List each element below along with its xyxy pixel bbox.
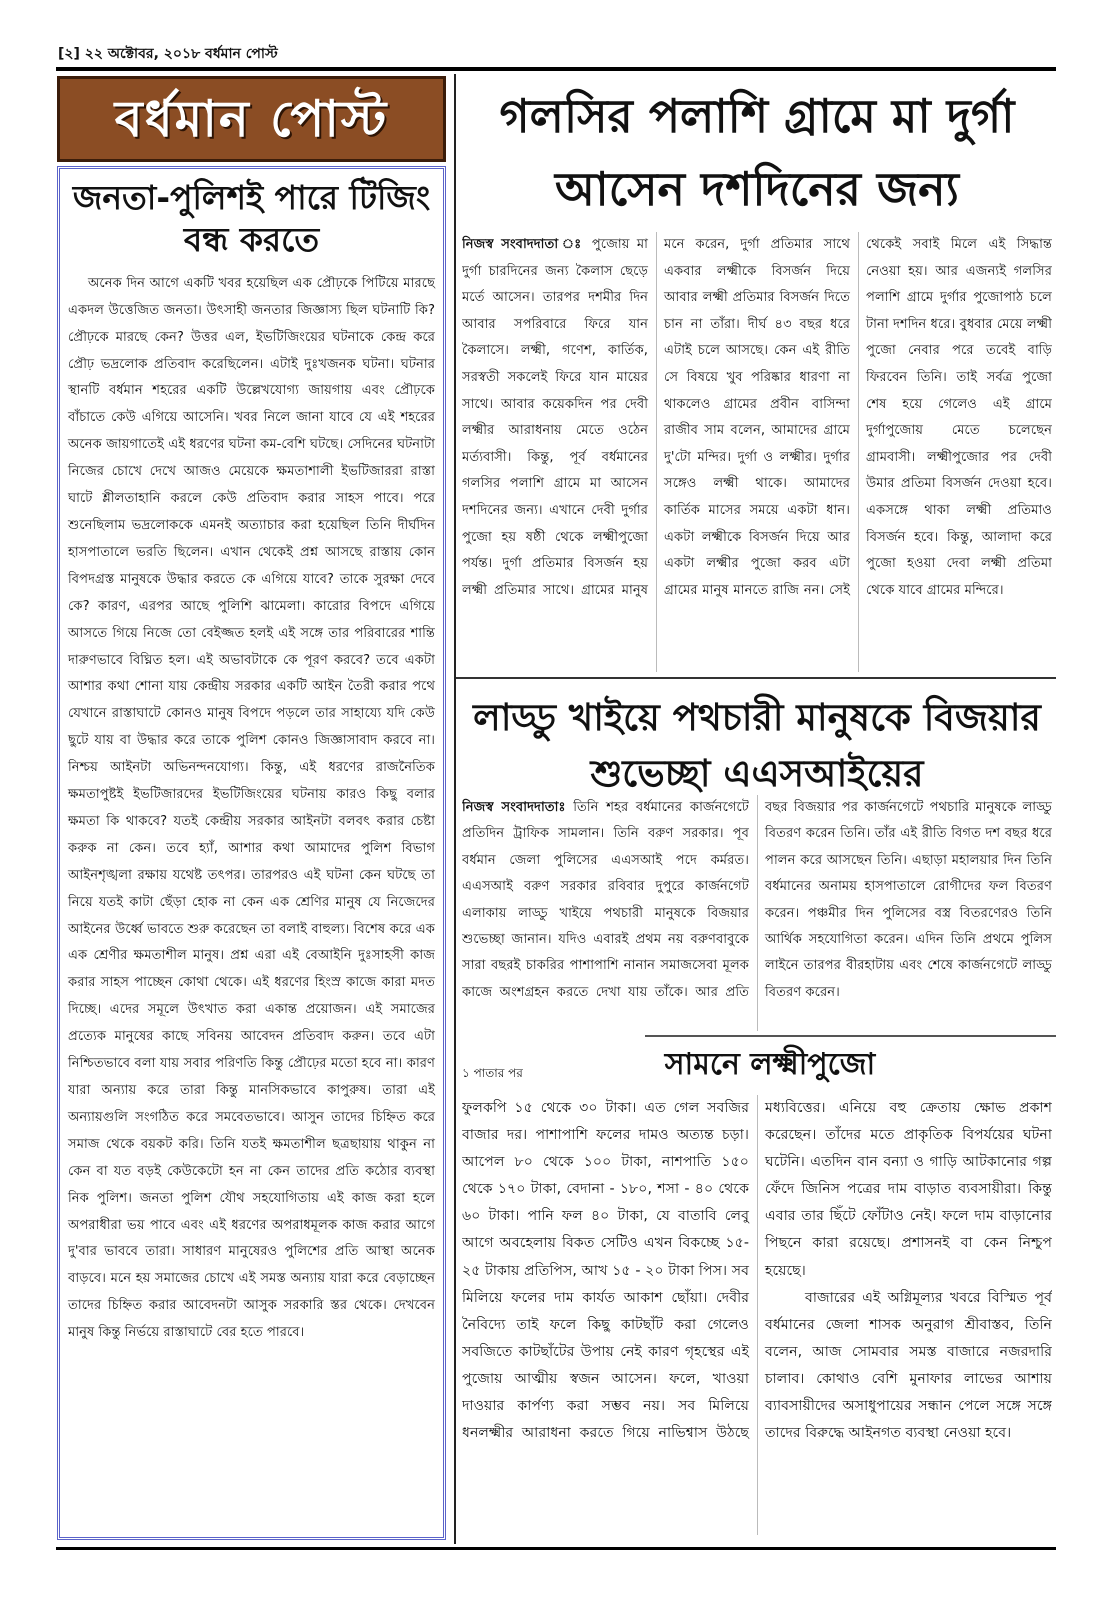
third-article-para1: ফুলকপি ১৫ থেকে ৩০ টাকা। এত গেল সবজির বাজার দর। পাশাপাশি ফলের দামও অত্যন্ত চড়া। আপেল ৮০ থেকে ১০০ টাকা, নাশপাতি ১৫০ থেকে ১৭০ টাকা, বেদানা - ১৮০, শসা - ৪০ থেকে ৬০ টাকা। পানি ফল ৪০ টাকা, যে বাতাবি লেবু আগে অবহেলায় বিকত সেটিও এখন বিকচ্ছে ১৫- ২৫ টাকায় প্রতিপিস, আখ ১৫ - ২০ টাকা পিস। সব মিলিয়ে ফলের দাম কার্যত আকাশ ছোঁয়া। দেবীর নৈবিদ্যে তাই ফলে কিছু কাটছাঁট করা গেলেও সবজিতে কাটছাঁটের উপায় নেই কারণ গৃহস্থের এই পুজোয় আত্মীয় স্বজন আসেন। ফলে, খাওয়া দাওয়ার কার্পণ্য করা সম্ভব নয়। সব মিলিয়ে ধনলক্ষ্মীর আরাধনা করতে গিয়ে নাভিশ্বাস উঠছে মধ্যবিত্তের। এনিয়ে বহু ক্রেতায় ক্ষোভ প্রকাশ করেছেন। তাঁদের মতে প্রাকৃতিক বিপর্যয়ের ঘটনা ঘটেনি। এতদিন বান বন্যা ও গাড়ি আটকানোর গল্প ফেঁদে জিনিস পত্রের দাম বাড়াত ব্যবসায়ীরা। কিন্তু এবার তার ছিঁটে ফোঁটাও নেই। ফলে দাম বাড়ানোর পিছনে কারা রয়েছে। প্রশাসনই বা কেন নিশ্চুপ হয়েছে। xyxy=(462,1100,1052,1442)
left-article xyxy=(57,166,446,1540)
third-article-columns xyxy=(462,1095,1052,1535)
left-article-body: অনেক দিন আগে একটি খবর হয়েছিল এক প্রৌঢ়কে পিটিয়ে মারছে একদল উত্তেজিত জনতা। উৎসাহী জনতার জিজ্ঞাস্য ছিল ঘটনাটি কি? প্রৌঢ়কে মারছে কেন? উত্তর এল, ইভটিজিংয়ের ঘটনাকে কেন্দ্র করে প্রৌঢ় ভদ্রলোক প্রতিবাদ করেছিলেন। এটাই দুঃখজনক ঘটনা। ঘটনার স্থানটি বর্ধমান শহরের একটি উল্লেখযোগ্য জায়গায় এবং প্রৌঢ়কে বাঁচাতে কেউ এগিয়ে আসেনি। খবর নিলে জানা যাবে যে এই শহরের অনেক জায়গাতেই এই ধরণের ঘটনা কম-বেশি ঘটছে। সেদিনের ঘটনাটা নিজের চোখে দেখে আজও মেয়েকে ক্ষমতাশালী ইভটিজাররা রাস্তা ঘাটে শ্লীলতাহানি করলে কেউ প্রতিবাদ করার সাহস পাবে। পরে শুনেছিলাম ভদ্রলোককে এমনই অত্যাচার করা হয়েছিল তিনি দীর্ঘদিন হাসপাতালে ভরতি ছিলেন। এখান থেকেই প্রশ্ন আসছে রাস্তায় কোন বিপদগ্রস্ত মানুষকে উদ্ধার করতে কে এগিয়ে যাবে? তাকে সুরক্ষা দেবে কে? কারণ, এরপর আছে পুলিশি ঝামেলা। কারোর বিপদে এগিয়ে আসতে গিয়ে নিজে তো বেইজ্জত হলই এই সঙ্গে তার পরিবারের শান্তি দারুণভাবে বিঘ্নিত হল। এই অভাবটাকে কে পূরণ করবে? তবে একটা আশার কথা শোনা যায় কেন্দ্রীয় সরকার একটি আইন তৈরী করার পথে যেখানে রাস্তাঘাটে কোনও মানুষ বিপদে পড়লে তার সাহায্যে যদি কেউ ছুটে যায় বা উদ্ধার করে তাকে পুলিশ কোনও জিজ্ঞাসাবাদ করবে না। নিশ্চয় আইনটা অভিনন্দনযোগ্য। কিন্তু, এই ধরণের রাজনৈতিক ক্ষমতাপুষ্টই ইভটিজারদের ইভটিজিংয়ের ঘটনায় কারও কিছু বলার ক্ষমতা কি থাকবে? যতই কেন্দ্রীয় সরকার আইনটা বলবৎ করার চেষ্টা করুক না কেন। তবে হ্যাঁ, আশার কথা আমাদের পুলিশ বিভাগ আইনশৃঙ্খলা রক্ষায় যথেষ্ট তৎপর। তারপরও এই ঘটনা কেন ঘটছে তা নিয়ে যতই কাটা ছেঁড়া হোক না কেন এক শ্রেণির মানুষ যে নিজেদের আইনের উর্ধ্বে ভাবতে শুরু করেছেন তা বলাই বাহুল্য। বিশেষ করে এক এক শ্রেণীর ক্ষমতাশীল মানুষ। প্রশ্ন এরা এই বেআইনি দুঃসাহসী কাজ করার সাহস পাচ্ছেন কোথা থেকে। এই ধরণের হিংস্র কাজে কারা মদত দিচ্ছে। এদের সমূলে উৎখাত করা একান্ত প্রয়োজন। এই সমাজের প্রত্যেক মানুষের কাছে সবিনয় আবেদন প্রতিবাদ করুন। তবে এটা নিশ্চিতভাবে বলা যায় সবার পরিণতি কিন্তু প্রৌঢ়ের মতো হবে না। কারণ যারা অন্যায় করে তারা কিন্তু মানসিকভাবে কাপুরুষ। তারা এই অন্যায়গুলি সংগঠিত করে সমবেতভাবে। আসুন তাদের চিহ্নিত করে সমাজ থেকে বয়কট করি। তিনি যতই ক্ষমতাশীল ছত্রছায়ায় থাকুন না কেন বা যত বড়ই কেউকেটো হন না কেন তাদের প্রতি কঠোর ব্যবস্থা নিক পুলিশ। জনতা পুলিশ যৌথ সহযোগিতায় এই কাজ করা হলে অপরাধীরা ভয় পাবে এবং এই ধরণের অপরাধমূলক কাজ করার আগে দু'বার ভাববে তারা। সাধারণ মানুষেরও পুলিশের প্রতি আস্থা অনেক বাড়বে। মনে হয় সমাজের চোখে এই সমস্ত অন্যায় যারা করে বেড়াচ্ছেন তাদের চিহ্নিত করার আবেদনটা আসুক সরকারি স্তর থেকে। দেখবেন মানুষ কিন্তু নির্ভয়ে রাস্তাঘাটে বের হতে পারবে। xyxy=(68,275,435,1341)
masthead xyxy=(57,76,446,162)
section-divider xyxy=(456,677,1056,679)
second-article-columns xyxy=(462,795,1052,1031)
main-article-header xyxy=(462,80,1052,226)
column-divider xyxy=(454,74,456,1544)
second-article-byline: নিজস্ব সংবাদদাতাঃ xyxy=(462,800,566,815)
third-article-para2: বাজারের এই অগ্নিমূল্যর খবরে বিস্মিত পূর্ব বর্ধমানের জেলা শাসক অনুরাগ শ্রীবাস্তব, তিনি বলেন, আজ সোমবার সমস্ত বাজারে নজরদারি চালাব। কোথাও বেশি মুনাফার লাভের আশায় ব্যাবসায়ীদের অসাধুপায়ের সন্ধান পেলে সঙ্গে সঙ্গে তাদের বিরুদ্ধে আইনগত ব্যবস্থা নেওয়া হবে। xyxy=(765,1289,1052,1442)
main-article-byline: নিজস্ব সংবাদদাতা ঃ xyxy=(462,237,585,252)
continued-label: ১ পাতার পর xyxy=(462,1066,523,1080)
second-article-headline: লাড্ডু খাইয়ে পথচারী মানুষকে বিজয়ার শুভেচ্ছা এএসআইয়ের xyxy=(473,696,1041,795)
top-rule xyxy=(56,67,1056,71)
main-article-text: পুজোয় মা দুর্গা চারদিনের জন্য কৈলাস ছেড়ে মর্তে আসেন। তারপর দশমীর দিন আবার সপরিবারে ফিরে যান কৈলাসে। লক্ষ্মী, গণেশ, কার্তিক, সরস্বতী সকলেই ফিরে যান মায়ের সাথে। আবার কয়েকদিন পর দেবী লক্ষ্মীর আরাধনায় মেতে ওঠেন মর্ত্যবাসী। কিন্তু, পূর্ব বর্ধমানের গলসির পলাশি গ্রামে মা আসেন দশদিনের জন্য। এখানে দেবী দুর্গার পুজো হয় ষষ্ঠী থেকে লক্ষ্মীপুজো পর্যন্ত। দুর্গা প্রতিমার বিসর্জন হয় লক্ষ্মী প্রতিমার সাথে। গ্রামের মানুষ মনে করেন, দুর্গা প্রতিমার সাথে একবার লক্ষ্মীকে বিসর্জন দিয়ে আবার লক্ষ্মী প্রতিমার বিসর্জন দিতে চান না তাঁরা। দীর্ঘ ৪৩ বছর ধরে এটাই চলে আসছে। কেন এই রীতি সে বিষয়ে খুব পরিষ্কার ধারণা না থাকলেও গ্রামের প্রবীন বাসিন্দা রাজীব সাম বলেন, আমাদের গ্রামে দু'টো মন্দির। দুর্গা ও লক্ষ্মীর। দুর্গার সঙ্গেও লক্ষ্মী থাকে। আমাদের কার্তিক মাসের সময়ে একটা ধান। একটা লক্ষ্মীকে বিসর্জন দিয়ে আর একটা লক্ষ্মীর পুজো করব এটা গ্রামের মানুষ মানতে রাজি নন। সেই থেকেই সবাই মিলে এই সিদ্ধান্ত নেওয়া হয়। আর এজন্যই গলসির পলাশি গ্রামে দুর্গার পুজোপাঠ চলে টানা দশদিন ধরে। বুধবার মেয়ে লক্ষ্মী পুজো নেবার পরে তবেই বাড়ি ফিরবেন তিনি। তাই সর্বত্র পুজো শেষ হয়ে গেলেও এই গ্রামে দুর্গাপুজোয় মেতে চলেছেন গ্রামবাসী। লক্ষ্মীপুজোর পর দেবী উমার প্রতিমা বিসর্জন দেওয়া হবে। একসঙ্গে থাকা লক্ষ্মী প্রতিমাও বিসর্জন হবে। কিন্তু, আলাদা করে পুজো হওয়া দেবা লক্ষ্মী প্রতিমা থেকে যাবে গ্রামের মন্দিরে। xyxy=(462,237,1052,598)
section-divider-short xyxy=(645,1035,1056,1037)
masthead-title: বর্ধমান পোস্ট xyxy=(114,90,389,148)
bottom-rule xyxy=(56,1547,1056,1550)
second-article-body xyxy=(462,795,1052,1006)
second-article-text: তিনি শহর বর্ধমানের কার্জনগেটে প্রতিদিন ট্রাফিক সামলান। তিনি বরুণ সরকার। পূব বর্ধমান জেলা পুলিসের এএসআই পদে কর্মরত। এএসআই বরুণ সরকার রবিবার দুপুরে কার্জনগেট এলাকায় লাড্ডু খাইয়ে পথচারী মানুষকে বিজয়ার শুভেচ্ছা জানান। যদিও এবারই প্রথম নয় বরুণবাবুকে সারা বছরই চাকরির পাশাপাশি নানান সমাজসেবা মূলক কাজে অংশগ্রহন করতে দেখা যায় তাঁকে। আর প্রতি বছর বিজয়ার পর কার্জনগেটে পথচারি মানুষকে লাড্ডু বিতরণ করেন তিনি। তাঁর এই রীতি বিগত দশ বছর ধরে পালন করে আসছেন তিনি। এছাড়া মহালয়ার দিন তিনি বর্ধমানের অনাময় হাসপাতালে রোগীদের ফল বিতরণ করেন। পঞ্চমীর দিন পুলিসের বস্ত্র বিতরণেরও তিনি আর্থিক সহযোগিতা করেন। এদিন তিনি প্রথমে পুলিস লাইনে তারপর বীরহাটায় এবং শেষে কার্জনগেটে লাড্ডু বিতরণ করেন। xyxy=(462,800,1052,1000)
third-article-header xyxy=(620,1043,920,1087)
third-article-headline: সামনে লক্ষ্মীপুজো xyxy=(664,1047,876,1082)
left-article-headline: জনতা-পুলিশই পারে টিজিং বন্ধ করতে xyxy=(72,178,431,259)
page-folio: [২] ২২ অক্টোবর, ২০১৮ বর্ধমান পোস্ট xyxy=(58,46,278,62)
second-article-header xyxy=(462,690,1052,802)
main-article-columns xyxy=(462,232,1052,672)
main-article-body xyxy=(462,232,1052,604)
main-article-headline: গলসির পলাশি গ্রামে মা দুর্গা আসেন দশদিনের জন্য xyxy=(499,89,1015,216)
